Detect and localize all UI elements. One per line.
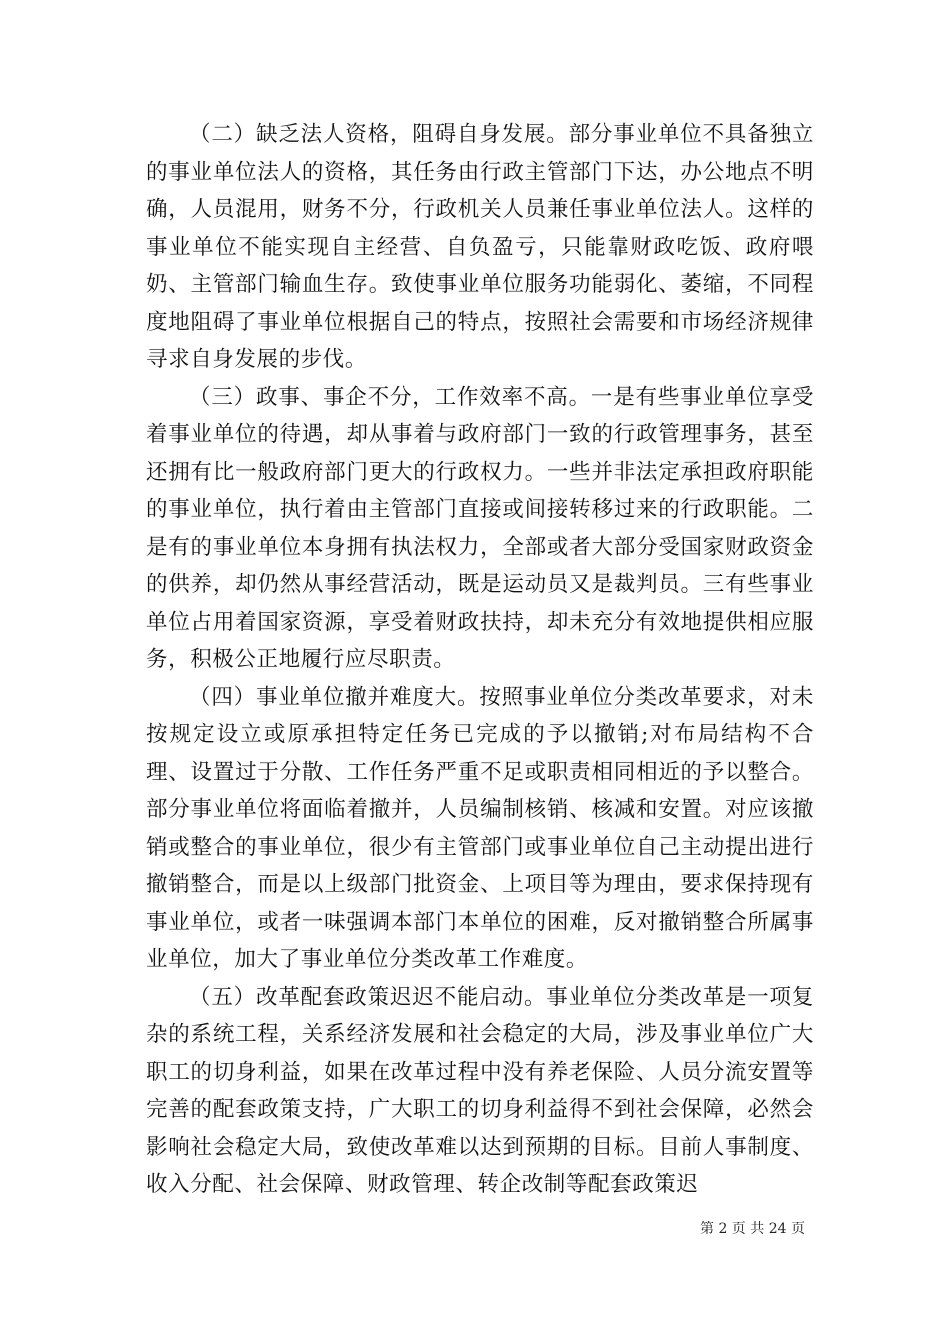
paragraph-4: （四）事业单位撤并难度大。按照事业单位分类改革要求，对未按规定设立或原承担特定任务已完成的予以撤销;对布局结构不合理、设置过于分散、工作任务严重不足或职责相同相近的予以整合。部分事业单位将面临着撤并，人员编制核销、核减和安置。对应该撤销或整合的事业单位，很少有主管部门或事业单位自己主动提出进行撤销整合，而是以上级部门批资金、上项目等为理由，要求保持现有事业单位，或者一味强调本部门本单位的困难，反对撤销整合所属事业单位，加大了事业单位分类改革工作难度。 <box>146 684 814 972</box>
paragraph-3: （三）政事、事企不分，工作效率不高。一是有些事业单位享受着事业单位的待遇，却从事着与政府部门一致的行政管理事务，甚至还拥有比一般政府部门更大的行政权力。一些并非法定承担政府职能的事业单位，执行着由主管部门直接或间接转移过来的行政职能。二是有的事业单位本身拥有执法权力，全部或者大部分受国家财政资金的供养，却仍然从事经营活动，既是运动员又是裁判员。三有些事业单位占用着国家资源，享受着财政扶持，却未充分有效地提供相应服务，积极公正地履行应尽职责。 <box>146 384 814 672</box>
paragraph-2: （二）缺乏法人资格，阻碍自身发展。部分事业单位不具备独立的事业单位法人的资格，其任务由行政主管部门下达，办公地点不明确，人员混用，财务不分，行政机关人员兼任事业单位法人。这样的事业单位不能实现自主经营、自负盈亏，只能靠财政吃饭、政府喂奶、主管部门输血生存。致使事业单位服务功能弱化、萎缩，不同程度地阻碍了事业单位根据自己的特点，按照社会需要和市场经济规律寻求自身发展的步伐。 <box>146 122 814 372</box>
document-body <box>146 116 814 1204</box>
paragraph-5: （五）改革配套政策迟迟不能启动。事业单位分类改革是一项复杂的系统工程，关系经济发展和社会稳定的大局，涉及事业单位广大职工的切身利益，如果在改革过程中没有养老保险、人员分流安置等完善的配套政策支持，广大职工的切身利益得不到社会保障，必然会影响社会稳定大局，致使改革难以达到预期的目标。目前人事制度、收入分配、社会保障、财政管理、转企改制等配套政策迟 <box>146 984 814 1197</box>
page-number-footer: 第 2 页 共 24 页 <box>700 1221 805 1237</box>
